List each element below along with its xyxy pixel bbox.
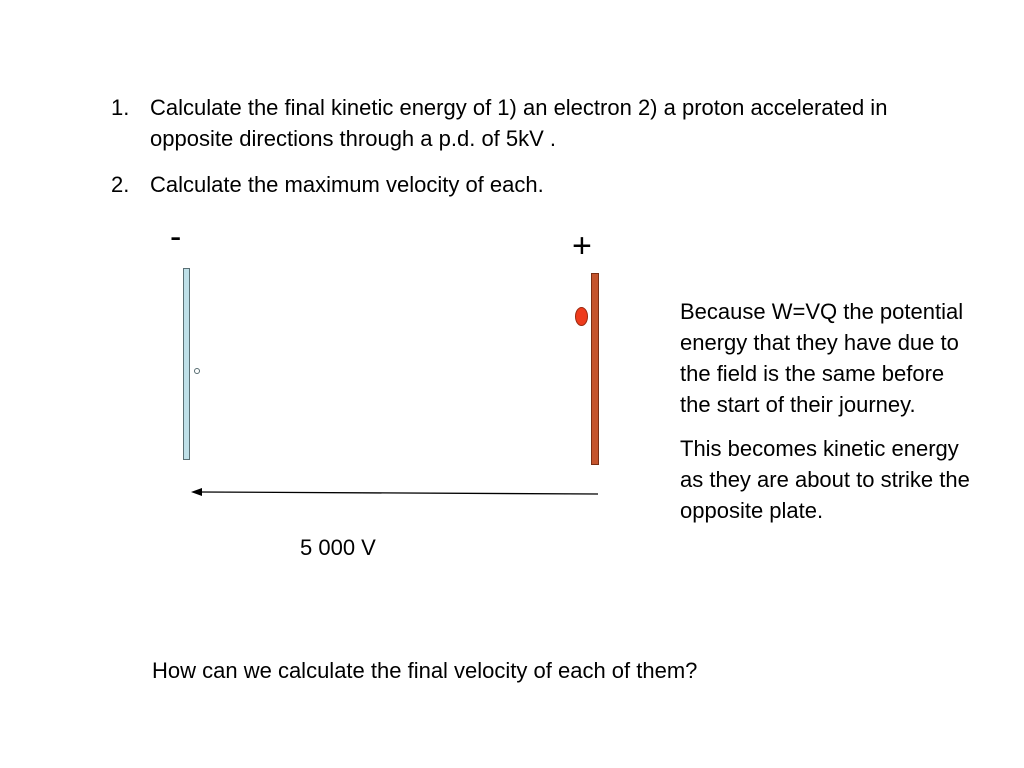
explanation-paragraph-1: Because W=VQ the potential energy that they have due to the field is the same before the start of their journey. [680,299,964,417]
field-arrow-head [191,488,202,496]
field-arrow [188,482,604,504]
question-2-text: Calculate the maximum velocity of each. [150,172,544,197]
question-2 [108,169,888,200]
positive-plate [591,273,599,465]
question-2-number: 2. [111,172,130,197]
question-1-text: Calculate the final kinetic energy of 1) an electron 2) a proton accelerated in opposite directions through a p.d. of 5kV . [150,95,888,151]
question-1-number: 1. [111,95,130,120]
explanation-box [680,296,980,539]
proton-particle [575,307,588,326]
field-arrow-shaft [200,492,598,494]
closing-question: How can we calculate the final velocity of each of them? [152,658,698,683]
negative-sign: - [170,218,182,256]
positive-sign: + [572,227,592,265]
electron-particle [194,368,200,374]
negative-plate [183,268,190,460]
explanation-paragraph-2: This becomes kinetic energy as they are about to strike the opposite plate. [680,436,970,523]
voltage-label: 5 000 V [300,535,376,560]
question-list [108,92,888,215]
question-1 [108,92,888,154]
